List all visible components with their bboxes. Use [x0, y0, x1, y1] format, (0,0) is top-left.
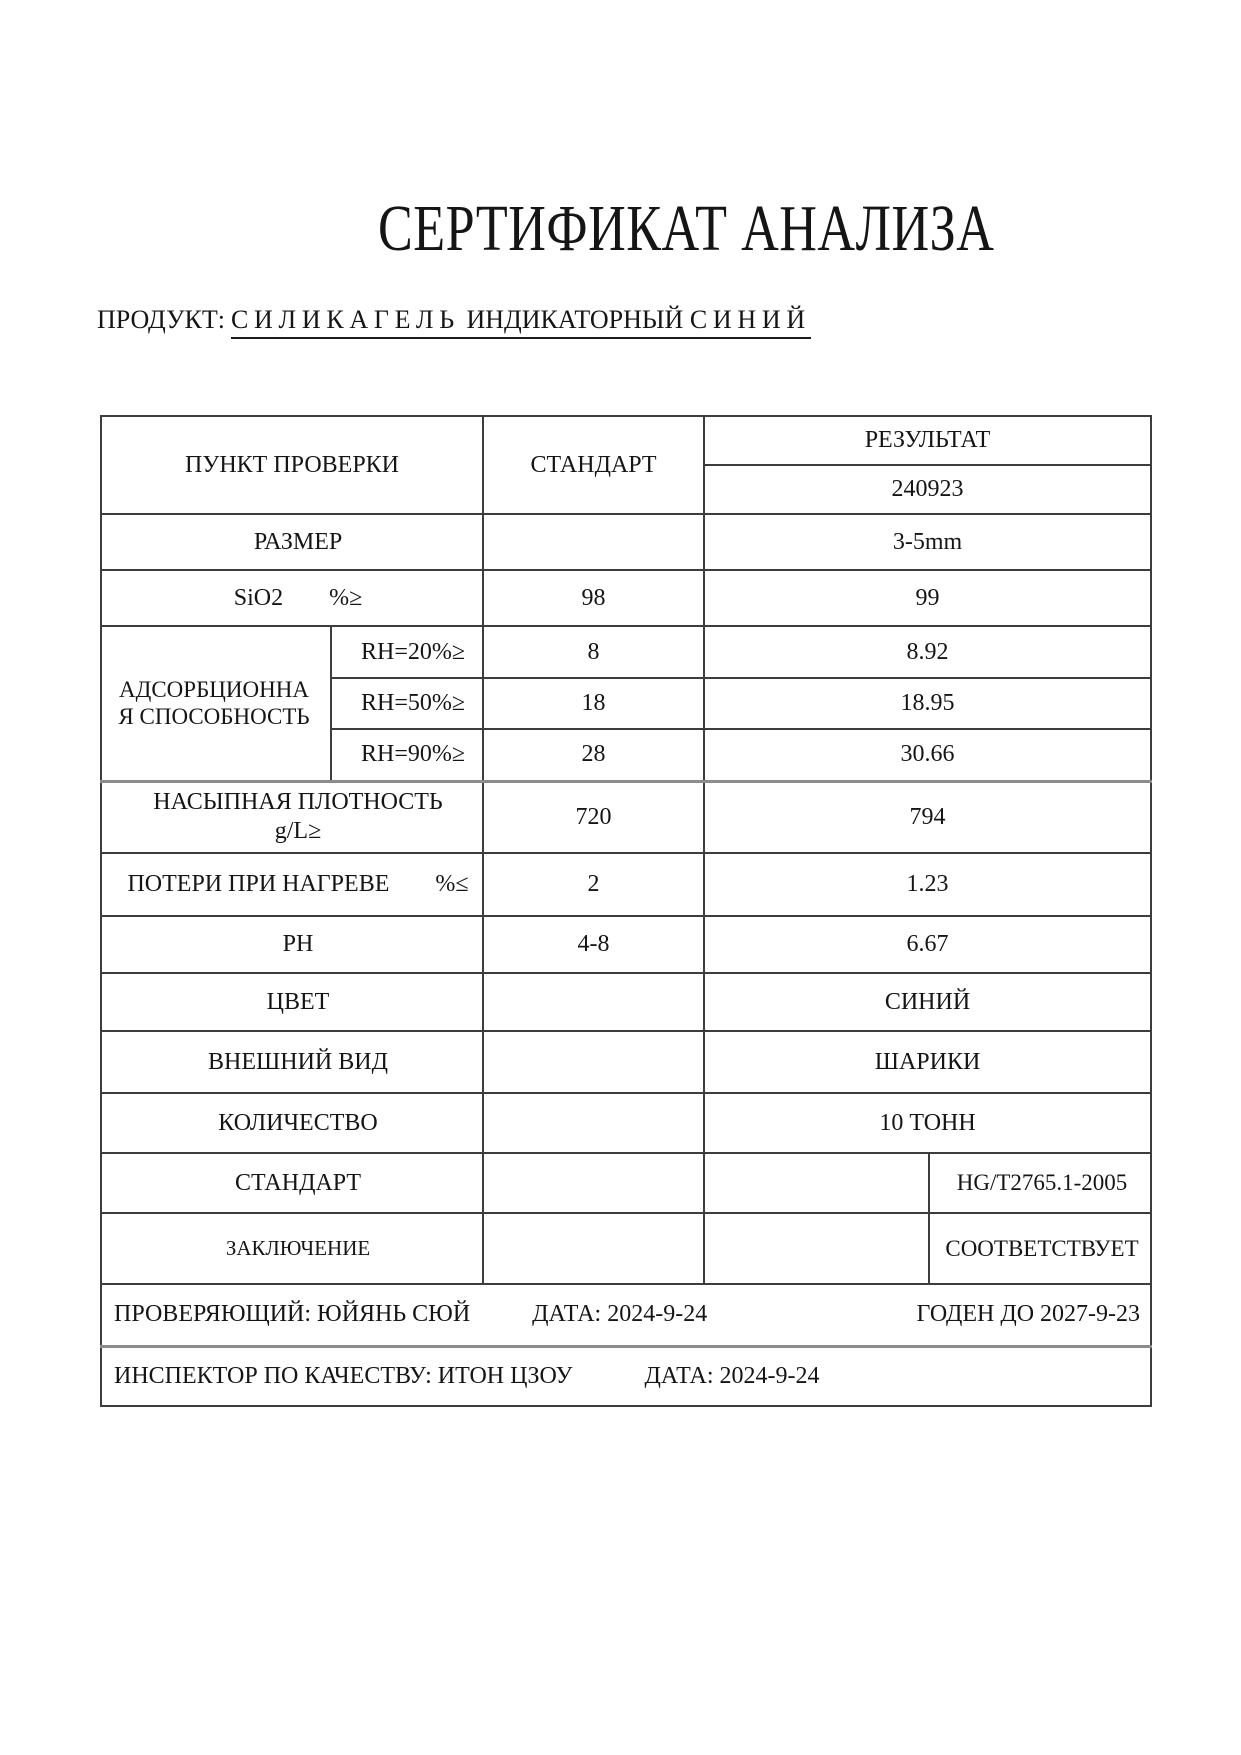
rh50-standard: 18	[483, 678, 704, 729]
row-standard-col2-empty	[483, 1153, 704, 1213]
row-inspector-cell	[101, 1346, 1151, 1406]
header-standard-cell: СТАНДАРТ	[483, 416, 704, 514]
row-size-standard	[483, 514, 704, 570]
row-inspector	[101, 1346, 1151, 1406]
row-heating-loss-result: 1.23	[704, 853, 1151, 916]
sio2-suffix: %≥	[329, 584, 363, 611]
row-bulk-density-label	[101, 781, 483, 853]
row-appearance-standard	[483, 1031, 704, 1093]
header-item-cell: ПУНКТ ПРОВЕРКИ	[101, 416, 483, 514]
row-standard-col3-empty	[704, 1153, 929, 1213]
row-adsorption-rh20	[101, 626, 1151, 678]
row-bulk-density	[101, 781, 1151, 853]
rh20-result: 8.92	[704, 626, 1151, 678]
bulk-density-label-lines	[114, 788, 482, 846]
row-size-result: 3-5mm	[704, 514, 1151, 570]
checker-signature-line	[102, 1300, 1150, 1329]
row-color	[101, 973, 1151, 1031]
row-ph-label: PH	[101, 916, 483, 973]
header-result-cell: РЕЗУЛЬТАТ	[704, 416, 1151, 465]
row-conclusion-col3-empty	[704, 1213, 929, 1284]
document-title: СЕРТИФИКАТ АНАЛИЗА	[378, 192, 995, 265]
row-color-standard	[483, 973, 704, 1031]
row-heating-loss-standard: 2	[483, 853, 704, 916]
adsorption-label-cell: АДСОРБЦИОННАЯ СПОСОБНОСТЬ	[101, 626, 331, 781]
row-sio2-label	[101, 570, 483, 626]
row-conclusion-result: СООТВЕТСТВУЕТ	[929, 1213, 1151, 1284]
rh20-condition: RH=20%≥	[331, 626, 483, 678]
row-size-label: РАЗМЕР	[101, 514, 483, 570]
rh20-standard: 8	[483, 626, 704, 678]
row-bulk-density-standard: 720	[483, 781, 704, 853]
row-standard	[101, 1153, 1151, 1213]
inspector-name: ИНСПЕКТОР ПО КАЧЕСТВУ: ИТОН ЦЗОУ	[114, 1362, 573, 1389]
row-heating-loss	[101, 853, 1151, 916]
row-conclusion	[101, 1213, 1151, 1284]
product-name-word1: СИЛИКАГЕЛЬ	[230, 305, 460, 334]
row-color-label: ЦВЕТ	[101, 973, 483, 1031]
rh90-condition: RH=90%≥	[331, 729, 483, 781]
row-conclusion-col2-empty	[483, 1213, 704, 1284]
inspector-signature-line	[102, 1362, 1150, 1391]
row-quantity-result: 10 ТОНН	[704, 1093, 1151, 1153]
row-sio2-standard: 98	[483, 570, 704, 626]
product-name	[231, 305, 811, 339]
row-quantity-standard	[483, 1093, 704, 1153]
row-ph-standard: 4-8	[483, 916, 704, 973]
rh90-result: 30.66	[704, 729, 1151, 781]
product-name-word3: СИНИЙ	[689, 305, 811, 334]
sio2-formula: SiO2	[233, 584, 284, 611]
row-appearance	[101, 1031, 1151, 1093]
rh50-result: 18.95	[704, 678, 1151, 729]
header-row-1	[101, 416, 1151, 465]
valid-until: ГОДЕН ДО 2027-9-23	[916, 1301, 1141, 1328]
rh50-condition: RH=50%≥	[331, 678, 483, 729]
row-quantity-label: КОЛИЧЕСТВО	[101, 1093, 483, 1153]
row-conclusion-label: ЗАКЛЮЧЕНИЕ	[101, 1213, 483, 1284]
row-appearance-result: ШАРИКИ	[704, 1031, 1151, 1093]
row-heating-loss-label	[101, 853, 483, 916]
heating-loss-text: ПОТЕРИ ПРИ НАГРЕВЕ	[127, 871, 390, 898]
row-standard-label: СТАНДАРТ	[101, 1153, 483, 1213]
bulk-density-line2: g/L≥	[274, 818, 322, 845]
header-batch-cell: 240923	[704, 465, 1151, 514]
checker-name: ПРОВЕРЯЮЩИЙ: ЮЙЯНЬ СЮЙ	[114, 1301, 471, 1328]
row-color-result: СИНИЙ	[704, 973, 1151, 1031]
inspector-date: ДАТА: 2024-9-24	[644, 1362, 820, 1389]
product-label: ПРОДУКТ:	[97, 305, 225, 334]
product-name-word2: ИНДИКАТОРНЫЙ	[466, 305, 684, 334]
row-size	[101, 514, 1151, 570]
row-quantity	[101, 1093, 1151, 1153]
row-appearance-label: ВНЕШНИЙ ВИД	[101, 1031, 483, 1093]
row-sio2	[101, 570, 1151, 626]
analysis-table	[100, 415, 1152, 1407]
bulk-density-line1: НАСЫПНАЯ ПЛОТНОСТЬ	[153, 789, 443, 816]
checker-date: ДАТА: 2024-9-24	[532, 1301, 708, 1328]
row-ph-result: 6.67	[704, 916, 1151, 973]
row-checker-cell	[101, 1284, 1151, 1346]
heating-loss-suffix: %≤	[435, 871, 469, 898]
row-bulk-density-result: 794	[704, 781, 1151, 853]
rh90-standard: 28	[483, 729, 704, 781]
row-checker	[101, 1284, 1151, 1346]
row-standard-result: HG/T2765.1-2005	[929, 1153, 1151, 1213]
row-ph	[101, 916, 1151, 973]
product-line	[97, 305, 811, 335]
row-sio2-result: 99	[704, 570, 1151, 626]
